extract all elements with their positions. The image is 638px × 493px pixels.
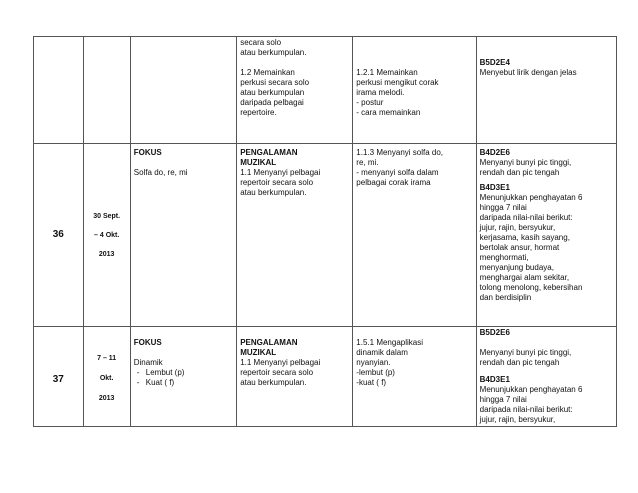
date-line: 7 – 11 (97, 355, 117, 362)
focus-cell (130, 327, 236, 427)
standard-line: atau berkumpulan. (240, 188, 307, 197)
evidence-cell (476, 144, 616, 327)
week-number-cell (34, 327, 84, 427)
evidence-code: B5D2E4 (479, 58, 510, 67)
evidence-line: tolong menolong, kebersihan (479, 283, 583, 292)
standard-line: atau berkumpulan. (240, 378, 307, 387)
table-row-week-37 (34, 327, 617, 427)
week-number-cell (34, 144, 84, 327)
evidence-code: B5D2E6 (479, 328, 510, 337)
standard-heading: MUZIKAL (240, 158, 277, 167)
standard-line: atau berkumpulan. (240, 48, 307, 57)
evidence-line: jujur, rajin, bersyukur, (479, 223, 556, 232)
focus-label: FOKUS (133, 148, 162, 157)
standard-heading: MUZIKAL (240, 348, 277, 357)
standard-heading: PENGALAMAN (240, 148, 298, 157)
date-cell-empty (83, 37, 130, 144)
outcome-line: pelbagai corak irama (356, 178, 431, 187)
evidence-line: bertolak ansur, hormat (479, 243, 560, 252)
outcome-line: -lembut (p) (356, 368, 395, 377)
lesson-plan-table (33, 36, 617, 427)
evidence-line: hingga 7 nilai (479, 203, 527, 212)
evidence-line: menghormati, (479, 253, 529, 262)
outcome-line: 1.1.3 Menyanyi solfa do, (356, 148, 444, 157)
table-row-week-36 (34, 144, 617, 327)
standard-line: 1.1 Menyanyi pelbagai (240, 358, 321, 367)
evidence-line: Menyanyi bunyi pic tinggi, (479, 348, 572, 357)
evidence-line: rendah dan pic tengah (479, 358, 560, 367)
standard-line: 1.1 Menyanyi pelbagai (240, 168, 321, 177)
evidence-cell (476, 327, 616, 427)
evidence-line: jujur, rajin, bersyukur, (479, 415, 556, 424)
outcome-line: dinamik dalam (356, 348, 408, 357)
evidence-line: daripada nilai-nilai berikut: (479, 213, 573, 222)
week-number: 37 (52, 374, 64, 385)
evidence-line: Menyebut lirik dengan jelas (479, 68, 577, 77)
week-number: 36 (52, 229, 64, 240)
focus-label: FOKUS (133, 338, 162, 347)
outcome-line: re, mi. (356, 158, 379, 167)
evidence-line: menghargai alam sekitar, (479, 273, 570, 282)
outcome-line: perkusi mengikut corak (356, 78, 439, 87)
evidence-line: kerjasama, kasih sayang, (479, 233, 570, 242)
evidence-line: rendah dan pic tengah (479, 168, 560, 177)
evidence-line: menyanjung budaya, (479, 263, 554, 272)
date-line: 2013 (98, 250, 115, 258)
standard-line: atau berkumpulan (240, 88, 305, 97)
standard-line (240, 58, 352, 68)
standard-line: perkusi secara solo (240, 78, 310, 87)
focus-item: - Lembut (p) (134, 368, 236, 378)
standard-line: 1.2 Memainkan (240, 68, 295, 77)
outcome-line: - menyanyi solfa dalam (356, 168, 439, 177)
date-line: – 4 Okt. (94, 231, 120, 239)
learning-outcome-cell (353, 37, 476, 144)
table-row-continued (34, 37, 617, 144)
standard-line: daripada pelbagai (240, 98, 304, 107)
standard-line: repertoire. (240, 108, 277, 117)
standard-cell (237, 37, 353, 144)
standard-line: repertoir secara solo (240, 178, 314, 187)
evidence-line: daripada nilai-nilai berikut: (479, 405, 573, 414)
outcome-line: irama melodi. (356, 88, 405, 97)
date-line: 2013 (98, 395, 115, 402)
outcome-line: -kuat ( f) (356, 378, 387, 387)
learning-outcome-cell (353, 327, 476, 427)
focus-text: Dinamik (133, 358, 163, 367)
outcome-line: 1.5.1 Mengaplikasi (356, 338, 424, 347)
focus-cell-empty (130, 37, 236, 144)
standard-line: repertoir secara solo (240, 368, 314, 377)
evidence-code: B4D2E6 (479, 148, 510, 157)
evidence-line: dan berdisiplin (479, 293, 532, 302)
outcome-line: - cara memainkan (356, 108, 421, 117)
standard-line: secara solo (240, 38, 282, 47)
evidence-line: Menunjukkan penghayatan 6 (479, 385, 583, 394)
evidence-cell (476, 37, 616, 144)
standard-cell (237, 327, 353, 427)
evidence-line: Menyanyi bunyi pic tinggi, (479, 158, 572, 167)
focus-item: - Kuat ( f) (134, 378, 236, 388)
outcome-line: nyanyian. (356, 358, 391, 367)
week-cell-empty (34, 37, 84, 144)
outcome-line: - postur (356, 98, 384, 107)
evidence-code: B4D3E1 (479, 375, 510, 384)
standard-cell (237, 144, 353, 327)
learning-outcome-cell (353, 144, 476, 327)
evidence-line: Menunjukkan penghayatan 6 (479, 193, 583, 202)
evidence-line: hingga 7 nilai (479, 395, 527, 404)
focus-cell (130, 144, 236, 327)
outcome-line: 1.2.1 Memainkan (356, 68, 418, 77)
date-cell (83, 144, 130, 327)
date-line: Okt. (99, 375, 114, 382)
focus-text: Solfa do, re, mi (133, 168, 188, 177)
date-cell (83, 327, 130, 427)
date-line: 30 Sept. (93, 212, 121, 220)
evidence-code: B4D3E1 (479, 183, 510, 192)
standard-heading: PENGALAMAN (240, 338, 298, 347)
